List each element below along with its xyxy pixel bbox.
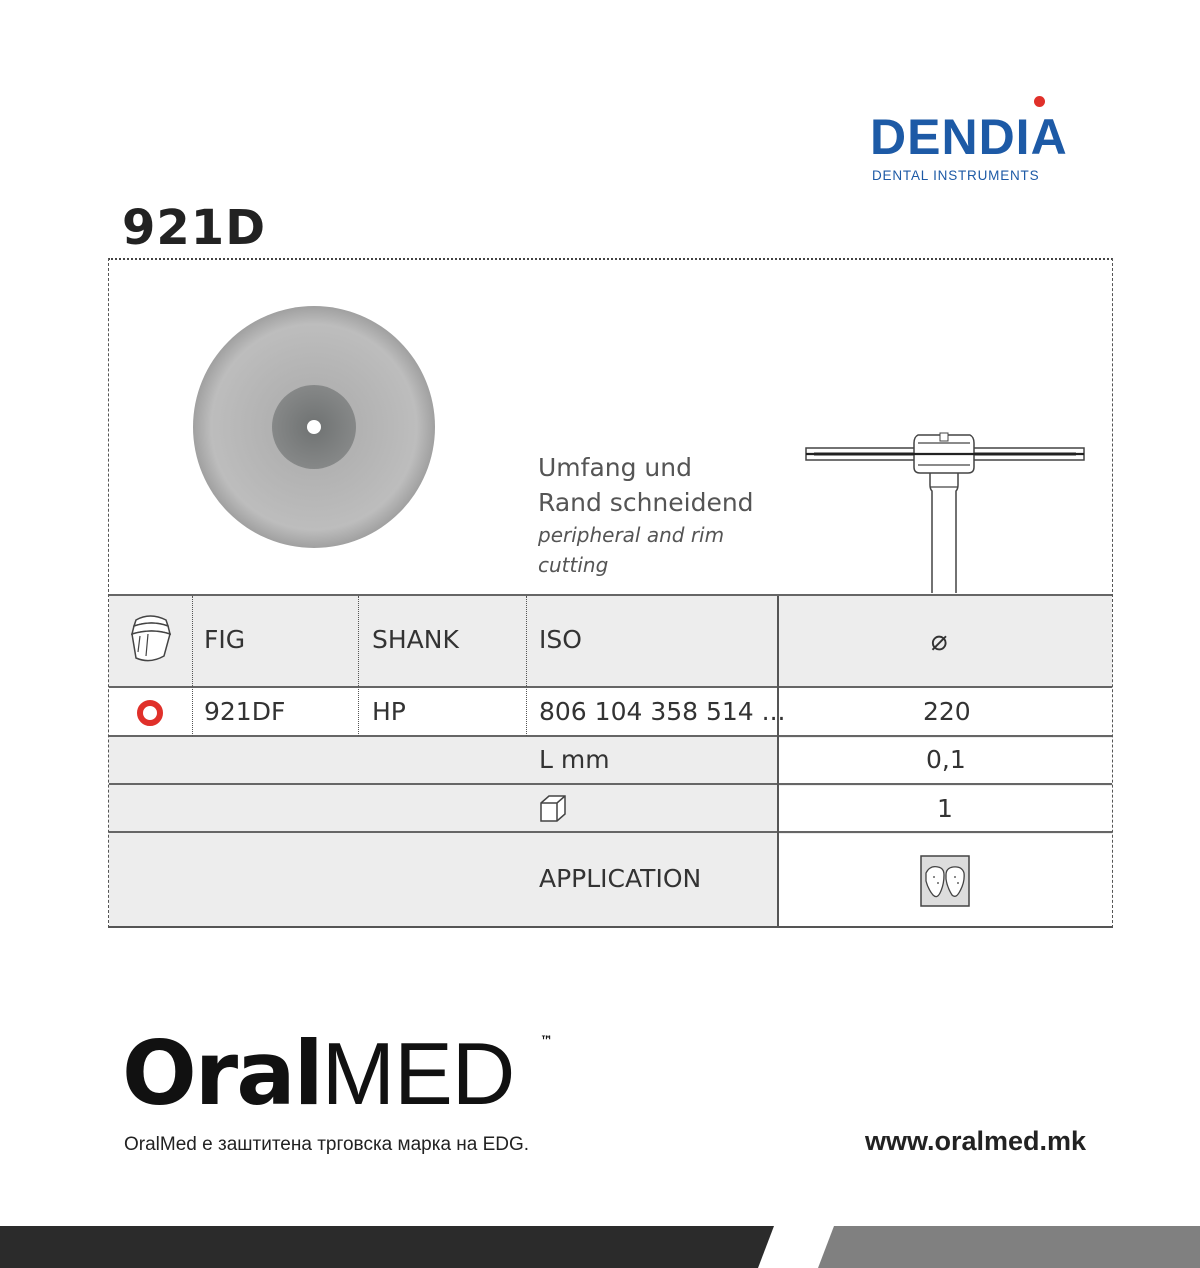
header-iso: ISO [539,625,582,654]
package-quantity: 1 [937,794,953,823]
cell-shank: HP [372,697,406,726]
description-de-line-1: Umfang und [538,453,692,482]
trademark-note: OralMed е заштитена трговска марка на EDG. [124,1134,530,1155]
oralmed-logo [122,1022,515,1125]
dendia-tagline: DENTAL INSTRUMENTS [872,168,1040,183]
product-code-title: 921D [122,200,267,256]
header-fig: FIG [204,625,246,654]
dendia-logo-text: DENDIA [870,109,1068,165]
oralmed-logo-bold: Oral [122,1022,322,1125]
cell-diameter: 220 [923,697,971,726]
dendia-logo-dot [1034,96,1045,107]
bottom-decorative-bar [0,1226,1200,1268]
length-value: 0,1 [926,745,966,774]
application-label: APPLICATION [539,864,702,893]
header-shank: SHANK [372,625,459,654]
oralmed-logo-thin: MED [321,1024,515,1123]
header-diameter-symbol: ⌀ [930,624,947,657]
description-en-line-2: cutting [538,553,609,577]
description-de-line-2: Rand schneidend [538,488,754,517]
trademark-symbol: ™ [540,1034,553,1049]
website-link[interactable]: www.oralmed.mk [865,1126,1087,1156]
description-en-line-1: peripheral and rim [538,523,725,547]
product-table-frame [108,258,1113,928]
cell-iso: 806 104 358 514 ... [539,697,786,726]
length-label: L mm [539,745,610,774]
cell-fig: 921DF [204,697,286,726]
